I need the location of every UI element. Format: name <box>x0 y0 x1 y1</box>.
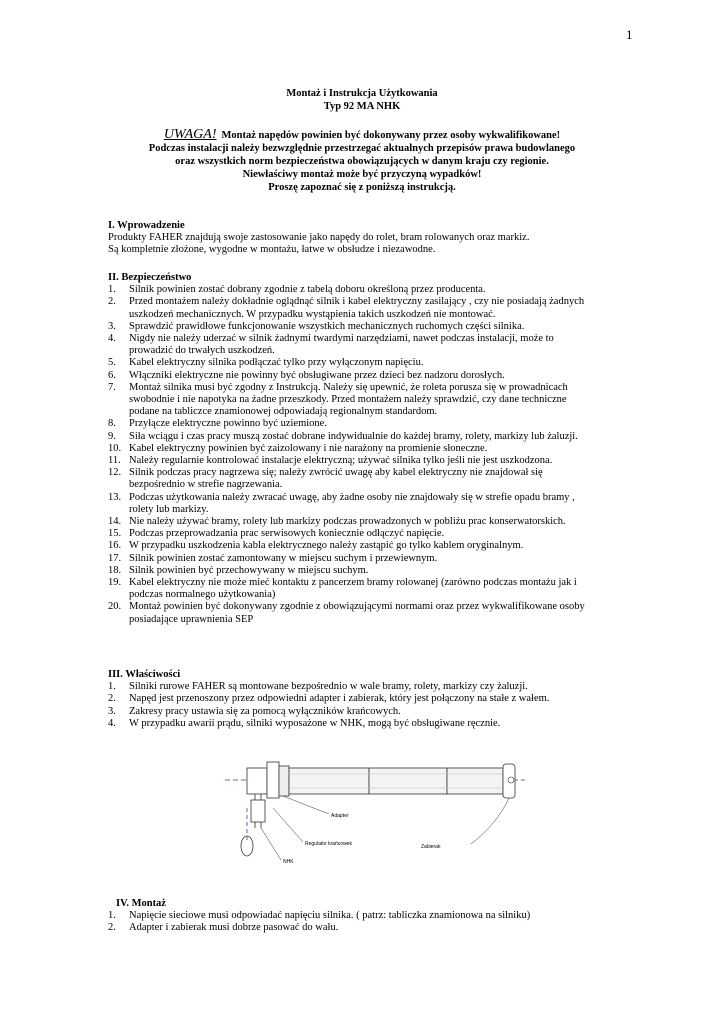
page-number: 1 <box>626 27 633 42</box>
list-item-text: swobodnie i nie napotyka na żadne przeszkody. Przed montażem należy sprawdzić, czy dane techniczne <box>129 394 567 406</box>
label-adapter: Adapter <box>331 813 349 819</box>
list-item-text: Kabel elektryczny nie może mieć kontaktu z pancerzem bramy rolowanej (zarówno podczas montażu jak i <box>129 577 577 589</box>
list-item-text: Nie należy używać bramy, rolety lub markizy podczas prowadzonych w pobliżu prac konserwatorskich. <box>129 516 566 528</box>
list-item-number: 3. <box>108 320 116 332</box>
list-item-text: prowadzić do trwałych uszkodzeń. <box>129 345 275 357</box>
adapter-ring <box>279 766 289 796</box>
warning-line-1: Montaż napędów powinien być dokonywany przez osoby wykwalifikowane! <box>221 130 561 141</box>
list-item <box>108 370 628 382</box>
list-item-number: 17. <box>108 552 122 564</box>
list-item-text: Adapter i zabierak musi dobrze pasować do wału. <box>129 922 339 934</box>
list-item-text: Napęd jest przenoszony przez odpowiedni adapter i zabierak, który jest połączony na stałe z wałem. <box>129 693 550 705</box>
list-item-text: Podczas przeprowadzania prac serwisowych koniecznie odłączyć napięcie. <box>129 528 445 540</box>
warning-line-5: Proszę zapoznać się z poniższą instrukcją. <box>268 182 456 193</box>
list-item-text: Przyłącze elektryczne powinno być uziemione. <box>129 418 327 430</box>
list-item-number: 11. <box>108 455 121 467</box>
list-item-number: 1. <box>108 910 116 922</box>
list-item-text: Włączniki elektryczne nie powinny być obsługiwane przez dzieci bez nadzoru dorosłych. <box>129 369 505 381</box>
list-item-text: Należy regularnie kontrolować instalacje elektryczną; używać silnika tylko jeśli nie jest uszkodzona. <box>129 455 553 467</box>
list-item-number: 16. <box>108 540 122 552</box>
list-item-text: Montaż powinien być dokonywany zgodnie z obowiązującymi normami oraz przez wykwalifikowane osoby <box>129 601 585 613</box>
section-introduction <box>108 220 628 257</box>
list-item-number: 20. <box>108 601 122 613</box>
list-item <box>108 516 628 528</box>
list-item-number: 2. <box>108 296 116 308</box>
section-properties <box>108 669 628 730</box>
list-item-number: 2. <box>108 922 116 934</box>
list-item-text: Montaż silnika musi być zgodny z Instrukcją. Należy się upewnić, że roleta porusza się w prowadnicach <box>129 381 568 393</box>
motor-diagram <box>225 748 535 866</box>
section-mounting <box>108 898 628 935</box>
list-item-number: 18. <box>108 564 122 576</box>
list-item <box>108 382 628 419</box>
nhk-gear <box>251 800 265 822</box>
list-item <box>108 492 628 516</box>
list-item-number: 9. <box>108 430 116 442</box>
list-item <box>108 565 628 577</box>
list-item <box>108 706 628 718</box>
list-item <box>108 718 628 730</box>
label-nhk: NHK <box>283 859 294 865</box>
list-item-text: Przed montażem należy dokładnie oglądnąć silnik i kabel elektryczny zasilający , czy nie posiadają żadnych <box>129 296 585 308</box>
list-item-number: 6. <box>108 369 116 381</box>
list-item <box>108 910 628 922</box>
list-item-number: 19. <box>108 577 122 589</box>
title-line-2: Typ 92 MA NHK <box>323 101 401 112</box>
list-item-text: Silniki rurowe FAHER są montowane bezpośrednio w wale bramy, rolety, markizy czy żaluzji. <box>129 681 528 693</box>
motor-flange <box>267 762 279 798</box>
list-item <box>108 321 628 333</box>
list-item-text: posiadające uprawnienia SEP <box>129 613 254 625</box>
safety-list <box>108 284 628 626</box>
warning-uwaga: UWAGA! <box>163 127 217 142</box>
safety-heading: II. Bezpieczeństwo <box>108 272 192 283</box>
list-item-text: W przypadku uszkodzenia kabla elektrycznego należy zastąpić go tylko kablem oryginalnym. <box>129 540 524 552</box>
list-item <box>108 601 628 625</box>
list-item-text: W przypadku awarii prądu, silniki wyposażone w NHK, mogą być obsługiwane ręcznie. <box>129 717 501 729</box>
motor-tube-1 <box>289 768 369 794</box>
list-item <box>108 922 628 934</box>
list-item-text: Zakresy pracy ustawia się za pomocą wyłączników krańcowych. <box>129 705 401 717</box>
warning-line-2: Podczas instalacji należy bezwzględnie przestrzegać aktualnych przepisów prawa budowlanego <box>148 143 576 154</box>
list-item-number: 7. <box>108 381 116 393</box>
label-zabierak: Zabierak <box>421 844 441 850</box>
list-item-text: Silnik podczas pracy nagrzewa się; należy zwrócić uwagę aby kabel elektryczny nie znajdował się <box>129 467 543 479</box>
motor-tube-3 <box>447 768 503 794</box>
list-item-text: podczas normalnego użytkowania) <box>129 589 276 601</box>
list-item-text: Podczas użytkowania należy zwracać uwagę, aby żadne osoby nie znajdowały się w strefie opadu bramy , <box>129 491 575 503</box>
list-item-number: 5. <box>108 357 116 369</box>
list-item-text: rolety lub markizy. <box>129 503 209 515</box>
list-item-number: 12. <box>108 467 122 479</box>
list-item-number: 15. <box>108 528 122 540</box>
mounting-heading: IV. Montaż <box>116 898 166 909</box>
warning-line-3: oraz wszystkich norm bezpieczeństwa obowiązujących w danym kraju czy regionie. <box>175 156 549 167</box>
list-item <box>108 455 628 467</box>
list-item-text: podane na tabliczce znamionowej odpowiadają regionalnym standardom. <box>129 406 438 418</box>
list-item <box>108 553 628 565</box>
warning-line-4: Niewłaściwy montaż może być przyczyną wypadków! <box>242 169 482 180</box>
mounting-list <box>108 910 628 934</box>
list-item-number: 2. <box>108 693 116 705</box>
list-item <box>108 284 628 296</box>
list-item <box>108 296 628 320</box>
list-item-number: 13. <box>108 491 122 503</box>
list-item-number: 1. <box>108 681 116 693</box>
list-item <box>108 577 628 601</box>
warning-block <box>0 128 724 194</box>
list-item <box>108 357 628 369</box>
list-item-number: 3. <box>108 705 116 717</box>
list-item <box>108 431 628 443</box>
list-item-number: 8. <box>108 418 116 430</box>
list-item-text: uszkodzeń mechanicznych. W przypadku wystąpienia takich uszkodzeń nie montować. <box>129 308 496 320</box>
intro-line-1: Produkty FAHER znajdują swoje zastosowanie jako napędy do rolet, bram rolowanych oraz markiz. <box>108 232 530 244</box>
list-item-text: Silnik powinien zostać zamontowany w miejscu suchym i przewiewnym. <box>129 552 438 564</box>
label-regulator: Regulator krańcowek <box>305 841 352 847</box>
intro-line-2: Są kompletnie złożone, wygodne w montażu, łatwe w obsłudze i niezawodne. <box>108 244 436 256</box>
list-item-text: bezpośrednio w strefie nagrzewania. <box>129 479 283 491</box>
list-item-number: 14. <box>108 516 122 528</box>
section-safety <box>108 272 628 626</box>
drive-wheel <box>503 764 515 798</box>
list-item-text: Sprawdzić prawidłowe funkcjonowanie wszystkich mechanicznych ruchomych części silnika. <box>129 320 525 332</box>
list-item-number: 10. <box>108 442 122 454</box>
list-item-text: Napięcie sieciowe musi odpowiadać napięciu silnika. ( patrz: tabliczka znamionowa na silniku) <box>129 910 531 922</box>
list-item <box>108 681 628 693</box>
list-item-text: Nigdy nie należy uderzać w silnik żadnymi twardymi narzędziami, nawet podczas instalacji, może to <box>129 333 554 345</box>
list-item-text: Siła wciągu i czas pracy muszą zostać dobrane indywidualnie do każdej bramy, rolety, markizy lub żaluzji. <box>129 430 578 442</box>
motor-tube-2 <box>369 768 447 794</box>
list-item-text: Silnik powinien zostać dobrany zgodnie z tabelą doboru określoną przez producenta. <box>129 284 486 296</box>
document-title <box>0 87 724 113</box>
list-item-number: 4. <box>108 717 116 729</box>
list-item <box>108 528 628 540</box>
list-item <box>108 443 628 455</box>
list-item <box>108 333 628 357</box>
properties-list <box>108 681 628 730</box>
list-item-number: 4. <box>108 333 116 345</box>
motor-head <box>247 768 267 794</box>
list-item <box>108 693 628 705</box>
properties-heading: III. Właściwości <box>108 669 181 680</box>
list-item-number: 1. <box>108 284 116 296</box>
title-line-1: Montaż i Instrukcja Użytkowania <box>286 88 438 99</box>
list-item-text: Kabel elektryczny silnika podłączać tylko przy wyłączonym napięciu. <box>129 357 424 369</box>
list-item <box>108 467 628 491</box>
list-item <box>108 540 628 552</box>
list-item <box>108 418 628 430</box>
list-item-text: Silnik powinien być przechowywany w miejscu suchym. <box>129 564 369 576</box>
list-item-text: Kabel elektryczny powinien być zaizolowany i nie narażony na promienie słoneczne. <box>129 442 488 454</box>
intro-heading: I. Wprowadzenie <box>108 220 185 231</box>
